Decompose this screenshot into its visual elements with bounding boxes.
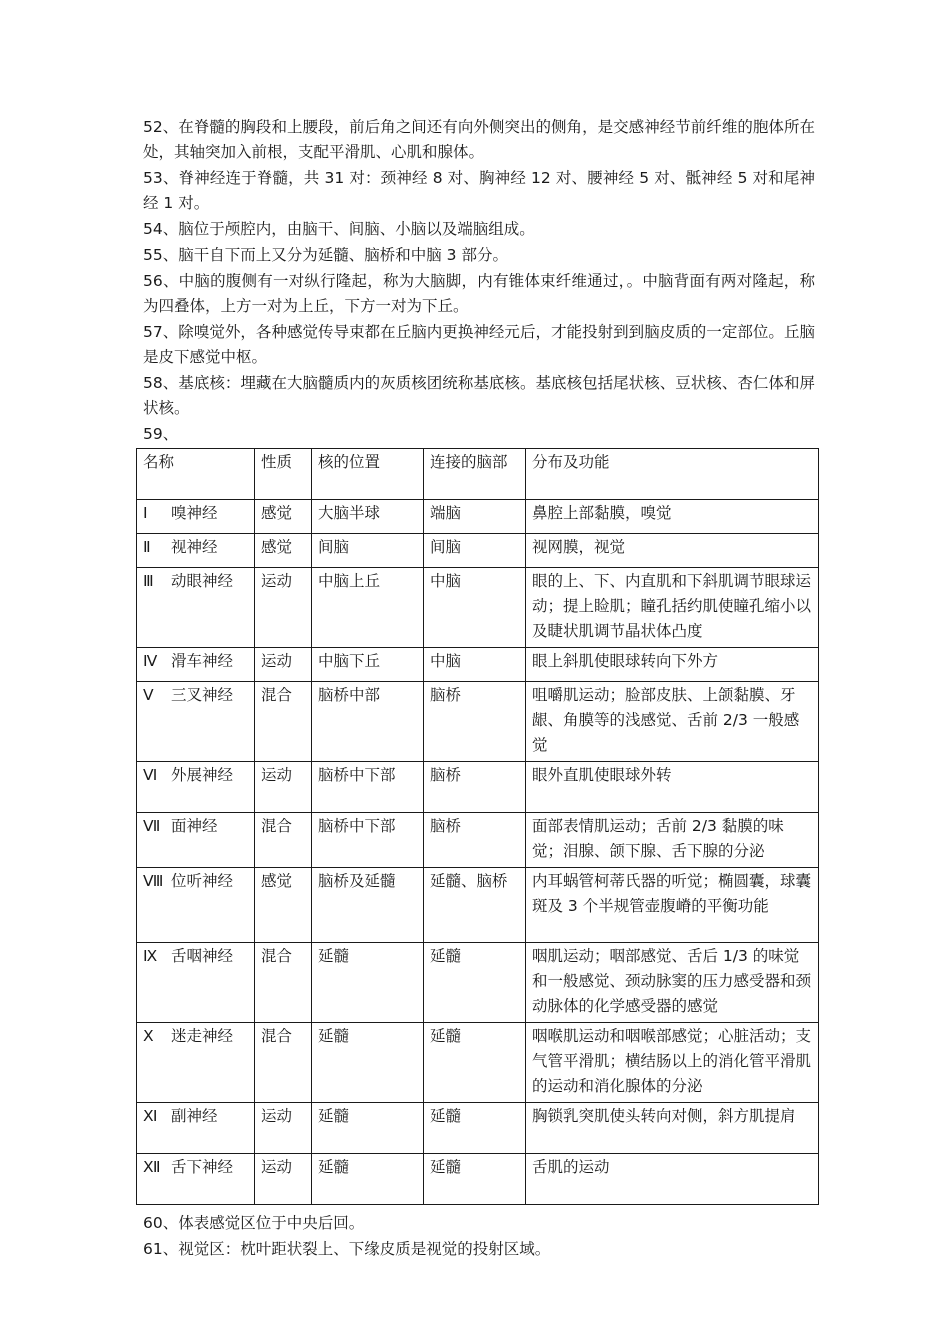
nerve-name: 视神经 — [171, 538, 218, 556]
paragraph-55: 55、脑干自下而上又分为延髓、脑桥和中脑 3 部分。 — [143, 246, 508, 264]
table-header-row — [137, 449, 819, 500]
cell-function: 咽喉肌运动和咽喉部感觉；心脏活动；支气管平滑肌；横结肠以上的消化管平滑肌的运动和消化腺体的分泌 — [526, 1023, 819, 1103]
nerve-numeral: Ⅹ — [143, 1027, 154, 1045]
cell-function: 眼上斜肌使眼球转向下外方 — [526, 648, 819, 682]
table-row — [137, 648, 819, 682]
cell-function: 视网膜，视觉 — [526, 534, 819, 568]
paragraphs-after — [143, 1211, 815, 1262]
cell-nerve-name — [137, 1154, 255, 1205]
table-row — [137, 943, 819, 1023]
nerve-numeral: Ⅲ — [143, 572, 154, 590]
paragraph-56: 56、中脑的腹侧有一对纵行隆起，称为大脑脚，内有锥体束纤维通过，。中脑背面有两对隆起，称为四叠体，上方一对为上丘，下方一对为下丘。 — [143, 272, 815, 315]
cell-function: 眼的上、下、内直肌和下斜肌调节眼球运动；提上睑肌；瞳孔括约肌使瞳孔缩小以及睫状肌调节晶状体凸度 — [526, 568, 819, 648]
cell-type: 混合 — [255, 1023, 312, 1103]
document-body — [143, 115, 815, 1263]
table-row — [137, 762, 819, 813]
cell-nerve-name — [137, 813, 255, 868]
nerve-name: 滑车神经 — [171, 652, 234, 670]
paragraph-53: 53、脊神经连于脊髓，共 31 对：颈神经 8 对、胸神经 12 对、腰神经 5 对、骶神经 5 对和尾神经 1 对。 — [143, 169, 815, 212]
cell-function: 舌肌的运动 — [526, 1154, 819, 1205]
paragraph-52: 52、在脊髓的胸段和上腰段，前后角之间还有向外侧突出的侧角，是交感神经节前纤维的胞体所在处，其轴突加入前根，支配平滑肌、心肌和腺体。 — [143, 118, 815, 161]
nerve-numeral: Ⅳ — [143, 652, 158, 670]
cell-nerve-name — [137, 500, 255, 534]
cell-nucleus-location: 延髓 — [312, 943, 424, 1023]
cell-brain-connection: 脑桥 — [424, 762, 526, 813]
cell-nerve-name — [137, 1023, 255, 1103]
header-location: 核的位置 — [312, 449, 424, 500]
cell-type: 运动 — [255, 762, 312, 813]
nerve-numeral: Ⅷ — [143, 872, 164, 890]
nerve-name: 三叉神经 — [171, 686, 234, 704]
cell-nerve-name — [137, 568, 255, 648]
cell-nucleus-location: 延髓 — [312, 1103, 424, 1154]
cell-function: 鼻腔上部黏膜，嗅觉 — [526, 500, 819, 534]
cell-brain-connection: 延髓、脑桥 — [424, 868, 526, 943]
nerve-numeral: Ⅻ — [143, 1158, 161, 1176]
header-type: 性质 — [255, 449, 312, 500]
cell-nucleus-location: 脑桥中下部 — [312, 813, 424, 868]
cell-type: 运动 — [255, 1103, 312, 1154]
table-row — [137, 500, 819, 534]
cell-nerve-name — [137, 943, 255, 1023]
paragraph-59: 59、 — [143, 425, 179, 443]
nerve-numeral: Ⅶ — [143, 817, 161, 835]
nerve-numeral: Ⅺ — [143, 1107, 158, 1125]
cell-type: 混合 — [255, 682, 312, 762]
nerve-name: 嗅神经 — [171, 504, 218, 522]
cell-nucleus-location: 脑桥中部 — [312, 682, 424, 762]
cell-function: 面部表情肌运动；舌前 2/3 黏膜的味觉；泪腺、颌下腺、舌下腺的分泌 — [526, 813, 819, 868]
cell-nerve-name — [137, 762, 255, 813]
cell-nerve-name — [137, 682, 255, 762]
paragraph-54: 54、脑位于颅腔内，由脑干、间脑、小脑以及端脑组成。 — [143, 220, 535, 238]
paragraph-60: 60、体表感觉区位于中央后回。 — [143, 1214, 365, 1232]
cell-nucleus-location: 延髓 — [312, 1154, 424, 1205]
cell-nerve-name — [137, 534, 255, 568]
cell-nucleus-location: 间脑 — [312, 534, 424, 568]
cell-nucleus-location: 脑桥中下部 — [312, 762, 424, 813]
cell-type: 感觉 — [255, 868, 312, 943]
header-function: 分布及功能 — [526, 449, 819, 500]
nerve-name: 舌咽神经 — [171, 947, 234, 965]
nerve-numeral: Ⅱ — [143, 538, 151, 556]
table-row — [137, 813, 819, 868]
cell-type: 混合 — [255, 813, 312, 868]
nerve-name: 位听神经 — [171, 872, 234, 890]
cell-type: 运动 — [255, 568, 312, 648]
cell-type: 感觉 — [255, 500, 312, 534]
table-row — [137, 534, 819, 568]
paragraph-58: 58、基底核：埋藏在大脑髓质内的灰质核团统称基底核。基底核包括尾状核、豆状核、杏仁体和屏状核。 — [143, 374, 815, 417]
paragraph-57: 57、除嗅觉外，各种感觉传导束都在丘脑内更换神经元后，才能投射到到脑皮质的一定部位。丘脑是皮下感觉中枢。 — [143, 323, 815, 366]
cell-nucleus-location: 延髓 — [312, 1023, 424, 1103]
paragraph-61: 61、视觉区：枕叶距状裂上、下缘皮质是视觉的投射区域。 — [143, 1240, 551, 1258]
cell-type: 运动 — [255, 648, 312, 682]
cell-nucleus-location: 脑桥及延髓 — [312, 868, 424, 943]
cell-brain-connection: 间脑 — [424, 534, 526, 568]
cell-brain-connection: 延髓 — [424, 1103, 526, 1154]
cell-brain-connection: 中脑 — [424, 648, 526, 682]
cell-brain-connection: 脑桥 — [424, 813, 526, 868]
cell-function: 咀嚼肌运动；脸部皮肤、上颌黏膜、牙龈、角膜等的浅感觉、舌前 2/3 一般感觉 — [526, 682, 819, 762]
table-row — [137, 868, 819, 943]
table-row — [137, 682, 819, 762]
cell-nucleus-location: 大脑半球 — [312, 500, 424, 534]
cell-brain-connection: 中脑 — [424, 568, 526, 648]
cell-nucleus-location: 中脑上丘 — [312, 568, 424, 648]
cell-type: 感觉 — [255, 534, 312, 568]
cell-function: 眼外直肌使眼球外转 — [526, 762, 819, 813]
nerve-name: 舌下神经 — [171, 1158, 234, 1176]
nerve-name: 动眼神经 — [171, 572, 234, 590]
cell-brain-connection: 延髓 — [424, 1154, 526, 1205]
cell-type: 混合 — [255, 943, 312, 1023]
cell-brain-connection: 延髓 — [424, 943, 526, 1023]
cell-function: 胸锁乳突肌使头转向对侧，斜方肌提肩 — [526, 1103, 819, 1154]
cell-brain-connection: 端脑 — [424, 500, 526, 534]
table-row — [137, 1103, 819, 1154]
table-body — [137, 500, 819, 1205]
cell-nerve-name — [137, 868, 255, 943]
cell-brain-connection: 脑桥 — [424, 682, 526, 762]
cell-function: 内耳蜗管柯蒂氏器的听觉；椭圆囊，球囊斑及 3 个半规管壶腹嵴的平衡功能 — [526, 868, 819, 943]
cell-nucleus-location: 中脑下丘 — [312, 648, 424, 682]
table-row — [137, 1023, 819, 1103]
nerve-name: 副神经 — [171, 1107, 218, 1125]
cranial-nerves-table — [136, 448, 819, 1205]
cell-function: 咽肌运动；咽部感觉、舌后 1/3 的味觉和一般感觉、颈动脉窦的压力感受器和颈动脉体的化学感受器的感觉 — [526, 943, 819, 1023]
table-row — [137, 568, 819, 648]
cell-type: 运动 — [255, 1154, 312, 1205]
nerve-numeral: Ⅴ — [143, 686, 154, 704]
header-name: 名称 — [137, 449, 255, 500]
nerve-name: 外展神经 — [171, 766, 234, 784]
header-connection: 连接的脑部 — [424, 449, 526, 500]
table-row — [137, 1154, 819, 1205]
cell-nerve-name — [137, 1103, 255, 1154]
nerve-numeral: Ⅰ — [143, 504, 148, 522]
paragraphs-before — [143, 115, 815, 447]
nerve-numeral: Ⅵ — [143, 766, 158, 784]
nerve-name: 面神经 — [171, 817, 218, 835]
cell-nerve-name — [137, 648, 255, 682]
nerve-numeral: Ⅸ — [143, 947, 158, 965]
nerve-name: 迷走神经 — [171, 1027, 234, 1045]
cell-brain-connection: 延髓 — [424, 1023, 526, 1103]
